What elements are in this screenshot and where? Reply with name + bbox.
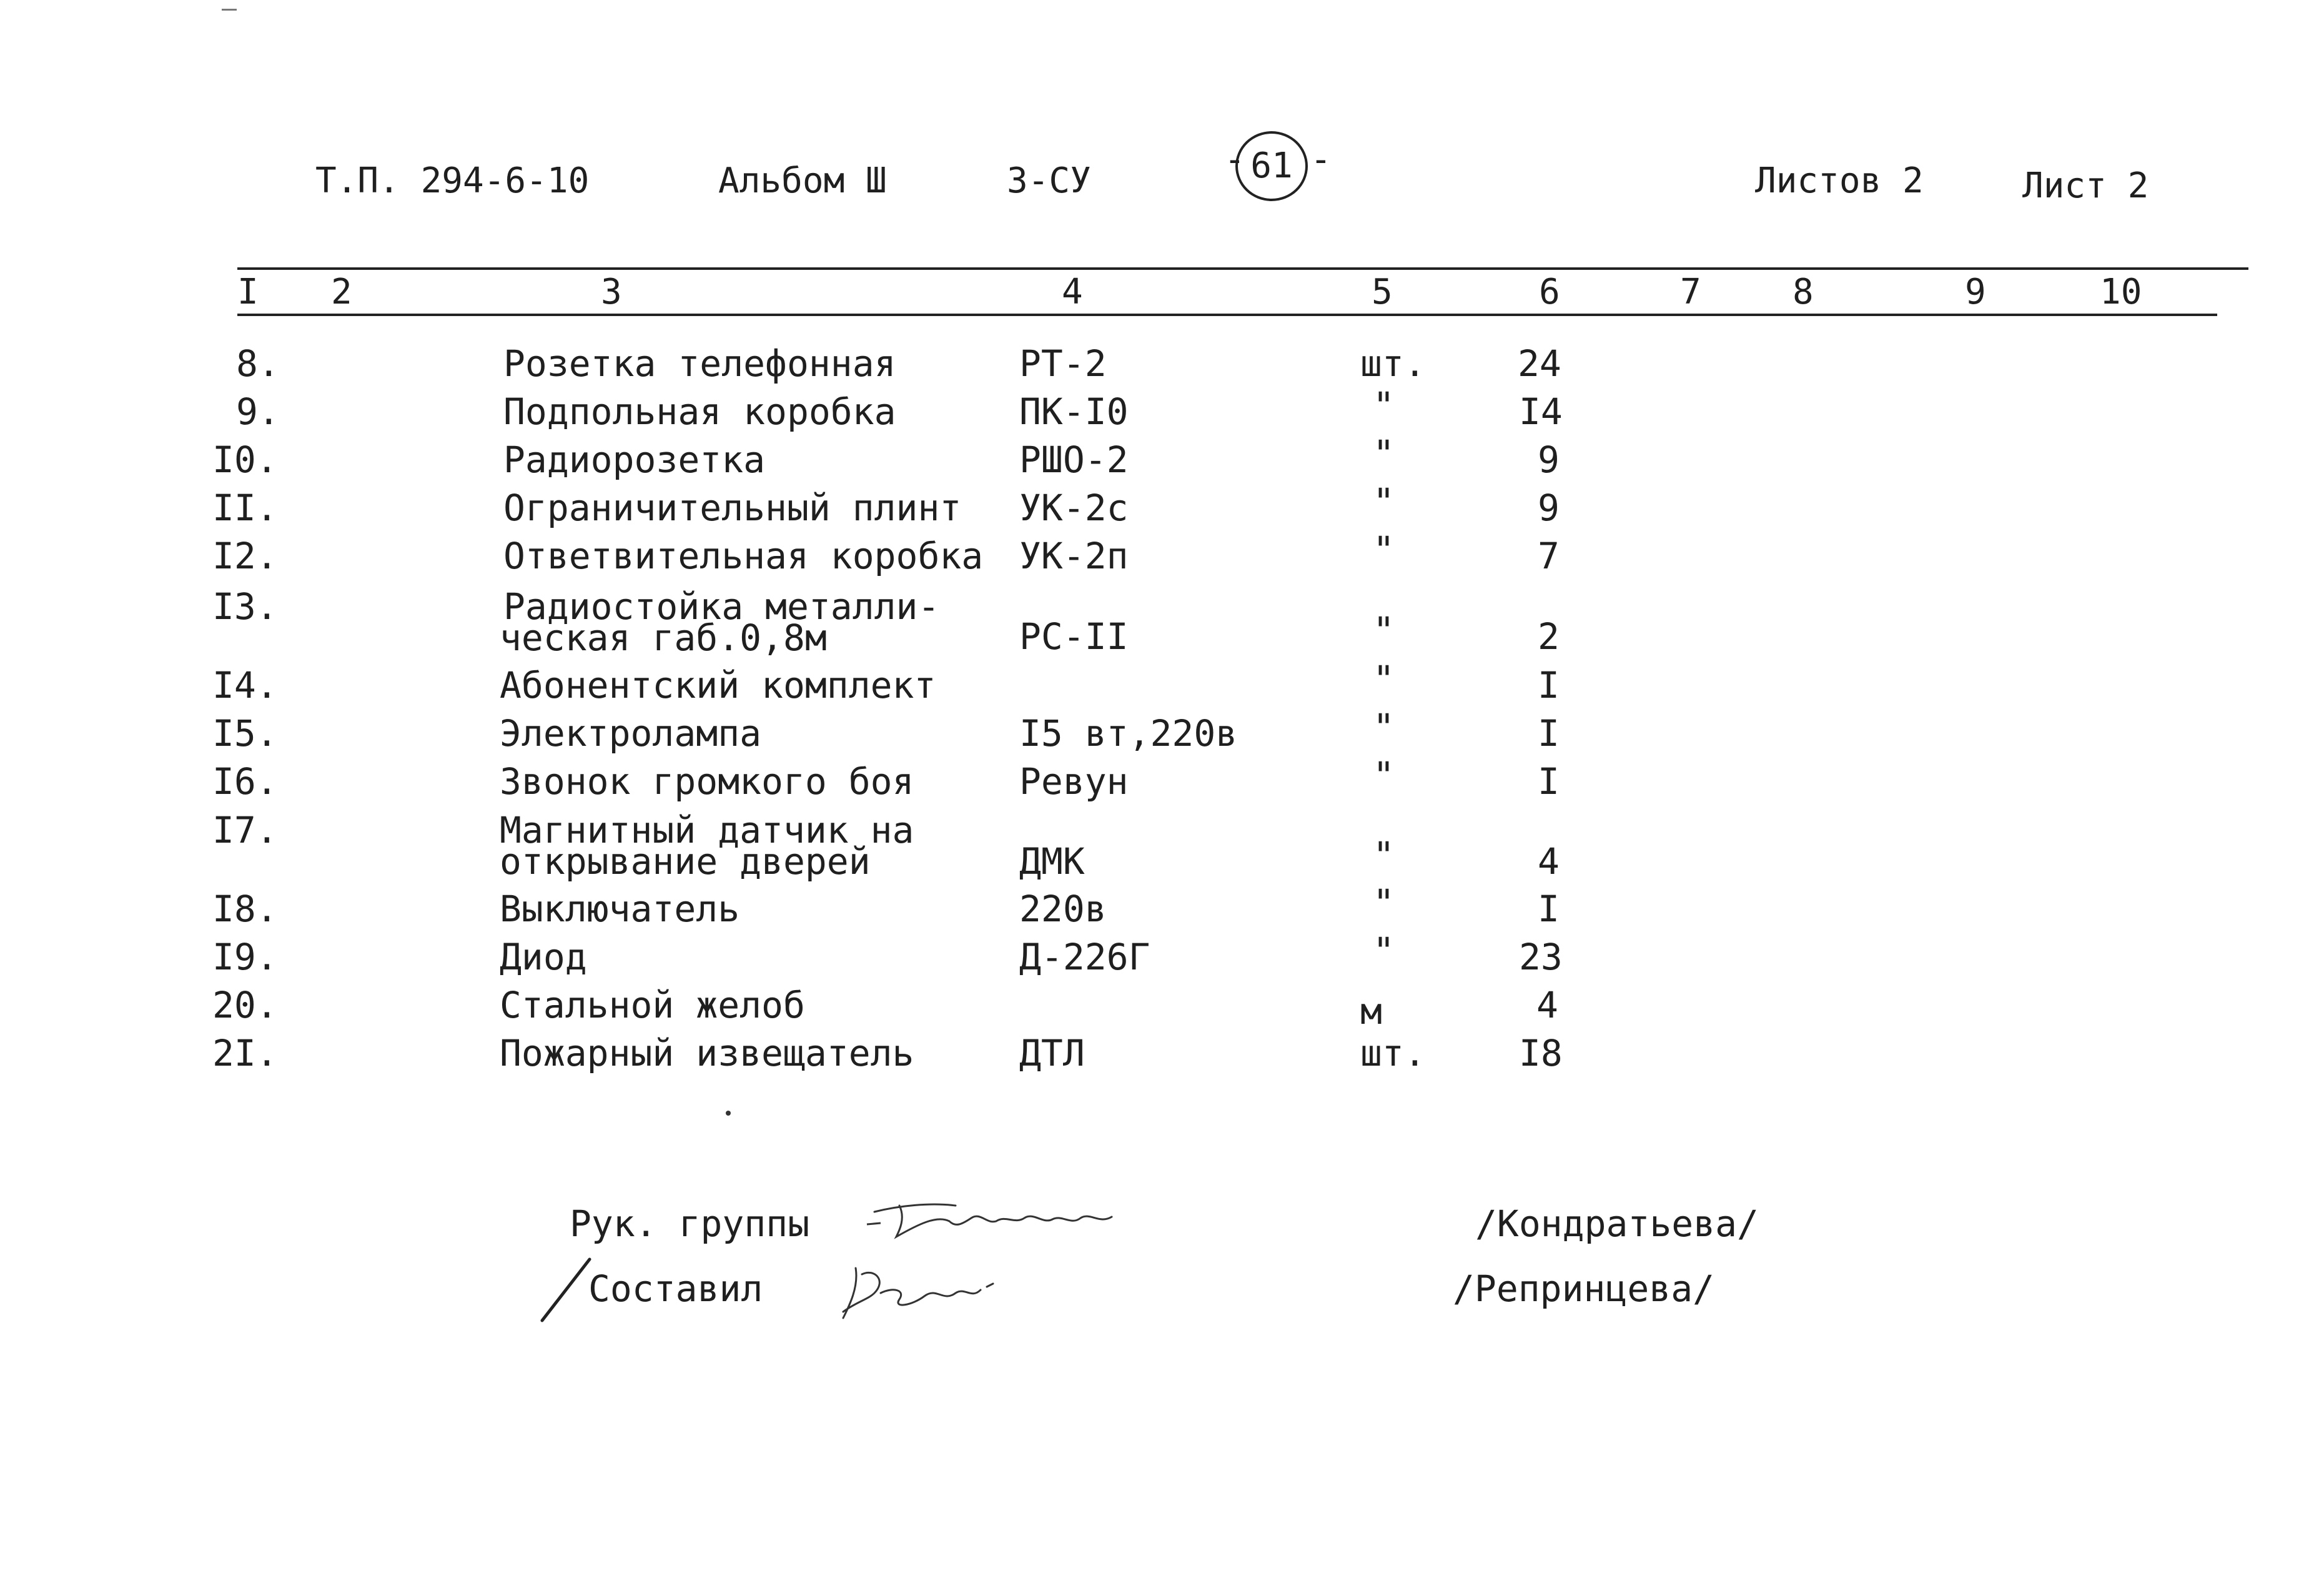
- item-qty: 24: [1518, 342, 1561, 385]
- item-type: РШО-2: [1019, 439, 1129, 481]
- column-number: 7: [1680, 272, 1701, 312]
- column-number: 2: [331, 272, 352, 312]
- row-number: I6.: [212, 760, 278, 803]
- group-head-label: Рук. группы: [570, 1202, 810, 1245]
- item-type: ПК-I0: [1019, 390, 1129, 433]
- item-qty: 2: [1538, 615, 1560, 658]
- row-number: II.: [212, 487, 278, 529]
- ink-mark: [222, 9, 237, 11]
- row-number: 20.: [212, 984, 278, 1026]
- item-unit: ": [1373, 480, 1395, 523]
- item-qty: I: [1538, 712, 1560, 755]
- row-number: 8.: [236, 342, 280, 385]
- item-name-continued: ческая габ.0,8м: [500, 617, 827, 659]
- item-type: УК-2п: [1019, 535, 1129, 577]
- section-code: 3-СУ: [1007, 161, 1091, 201]
- row-number: I7.: [212, 809, 278, 851]
- item-name: Подпольная коробка: [503, 390, 896, 433]
- row-number: I0.: [212, 439, 278, 481]
- item-qty: 9: [1538, 487, 1560, 529]
- sheets-total: Листов 2: [1755, 161, 1924, 201]
- row-number: 9.: [236, 390, 280, 433]
- item-type: Ревун: [1019, 760, 1129, 803]
- column-number: 4: [1062, 272, 1083, 312]
- row-number: I9.: [212, 936, 278, 978]
- row-number: I2.: [212, 535, 278, 577]
- column-number: 6: [1539, 272, 1560, 312]
- item-unit: ": [1373, 706, 1395, 748]
- item-qty: I: [1538, 888, 1560, 930]
- item-name: Стальной желоб: [500, 984, 805, 1026]
- sheet-number: Лист 2: [2022, 166, 2149, 206]
- item-qty: 4: [1536, 984, 1558, 1026]
- item-type: РТ-2: [1019, 342, 1107, 385]
- item-name: Розетка телефонная: [503, 342, 896, 385]
- item-type: РС-II: [1019, 615, 1129, 658]
- item-name: Электролампа: [500, 712, 762, 755]
- item-qty: 7: [1538, 535, 1560, 577]
- item-unit: м: [1360, 990, 1382, 1033]
- item-type: 220в: [1019, 888, 1107, 930]
- item-type: УК-2с: [1019, 487, 1129, 529]
- page-number-dash-left: -: [1224, 139, 1245, 180]
- item-type: Д-226Г: [1019, 936, 1150, 978]
- item-qty: 23: [1519, 936, 1563, 978]
- item-qty: I: [1538, 664, 1560, 706]
- table-top-rule: [237, 267, 2248, 270]
- item-name: Ответвительная коробка: [503, 535, 984, 577]
- composed-label: Составил: [588, 1267, 763, 1310]
- item-name: Радиорозетка: [503, 439, 766, 481]
- ink-dot: [726, 1111, 731, 1116]
- column-number: 8: [1792, 272, 1814, 312]
- item-name: Диод: [500, 936, 587, 978]
- item-qty: I: [1538, 760, 1560, 803]
- item-unit: ": [1373, 432, 1395, 475]
- row-number: 2I.: [212, 1032, 278, 1074]
- item-qty: I8: [1519, 1032, 1563, 1074]
- item-name: Радиостойка металли-: [503, 585, 940, 628]
- item-type: ДТЛ: [1019, 1032, 1085, 1074]
- item-name: Звонок громкого боя: [500, 760, 914, 803]
- item-unit: ": [1373, 754, 1395, 796]
- project-code: Т.П. 294-6-10: [315, 161, 590, 201]
- handwritten-signature-group-head: [862, 1187, 1137, 1249]
- album-label: Альбом Ш: [718, 161, 887, 201]
- item-unit: ": [1373, 609, 1395, 652]
- item-unit: ": [1373, 929, 1395, 972]
- slash-mark: [537, 1256, 593, 1324]
- column-number: I: [237, 272, 259, 312]
- item-qty: 4: [1538, 840, 1560, 883]
- item-unit: ": [1373, 881, 1395, 924]
- column-number: 3: [601, 272, 622, 312]
- page-number-dash-right: -: [1310, 139, 1332, 180]
- item-unit: шт.: [1360, 1032, 1426, 1074]
- column-number: 10: [2100, 272, 2142, 312]
- group-head-name: /Кондратьева/: [1475, 1202, 1759, 1245]
- item-name: Ограничительный плинт: [503, 487, 962, 529]
- row-number: I8.: [212, 888, 278, 930]
- row-number: I5.: [212, 712, 278, 755]
- item-name: Выключатель: [500, 888, 740, 930]
- item-unit: ": [1373, 384, 1395, 427]
- column-number: 5: [1372, 272, 1393, 312]
- item-unit: шт.: [1360, 342, 1426, 385]
- item-name: Абонентский комплект: [500, 664, 936, 706]
- item-name: Пожарный извещатель: [500, 1032, 914, 1074]
- item-type: I5 вт,220в: [1019, 712, 1238, 755]
- table-header-rule: [237, 314, 2217, 316]
- item-qty: I4: [1519, 390, 1563, 433]
- item-unit: ": [1373, 834, 1395, 876]
- item-unit: ": [1373, 528, 1395, 571]
- item-name-continued: открывание дверей: [500, 840, 871, 883]
- row-number: I3.: [212, 585, 278, 628]
- page-number: 61: [1235, 131, 1308, 201]
- item-name: Магнитный датчик на: [500, 809, 914, 851]
- item-type: ДМК: [1019, 840, 1085, 883]
- handwritten-signature-composed: [837, 1256, 1024, 1331]
- column-number: 9: [1965, 272, 1986, 312]
- item-unit: ": [1373, 658, 1395, 700]
- item-qty: 9: [1538, 439, 1560, 481]
- composed-name: /Репринцева/: [1453, 1267, 1715, 1310]
- row-number: I4.: [212, 664, 278, 706]
